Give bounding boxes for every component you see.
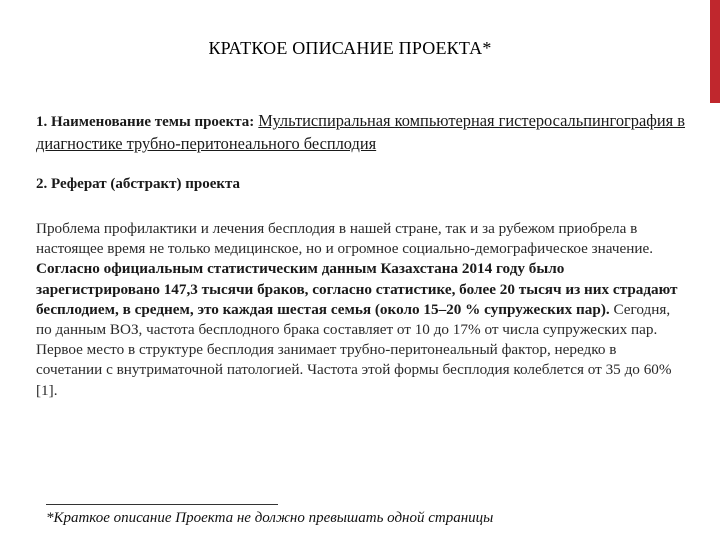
- abstract-part-3: Сегодня, по данным ВОЗ, частота бесплодного брака составляет от 10 до 17% от числа супружеских пар. Первое место в структуре бесплодия занимает трубно-перитонеальный фактор, нередко в сочетании с внутриматочной патологией. Частота этой формы бесплодия колеблется от 35 до 60% [1].: [36, 300, 672, 399]
- project-topic-section: [36, 110, 686, 155]
- footnote: *Краткое описание Проекта не должно превышать одной страницы: [46, 510, 494, 526]
- page-title: КРАТКОЕ ОПИСАНИЕ ПРОЕКТА*: [208, 38, 492, 58]
- abstract-part-2-bold: Согласно официальным статистическим данным Казахстана 2014 году было зарегистрировано 147,3 тысячи браков, согласно статистике, более 20 тысяч из них страдают бесплодием, в среднем, это каждая шестая семья (около 15–20 % супружеских пар).: [36, 260, 678, 318]
- abstract-part-1: Проблема профилактики и лечения бесплодия в нашей стране, так и за рубежом приобрела в настоящее время не только медицинское, но и огромное социально-демографическое значение.: [36, 220, 654, 258]
- accent-bar: [710, 0, 720, 103]
- topic-label: 1. Наименование темы проекта:: [36, 114, 255, 130]
- footnote-divider: [46, 504, 278, 505]
- abstract-heading: 2. Реферат (абстракт) проекта: [36, 176, 241, 192]
- abstract-body: [36, 219, 686, 401]
- topic-text: Мультиспиральная компьютерная гистеросальпингография в диагностике трубно-перитонеального бесплодия: [36, 111, 685, 153]
